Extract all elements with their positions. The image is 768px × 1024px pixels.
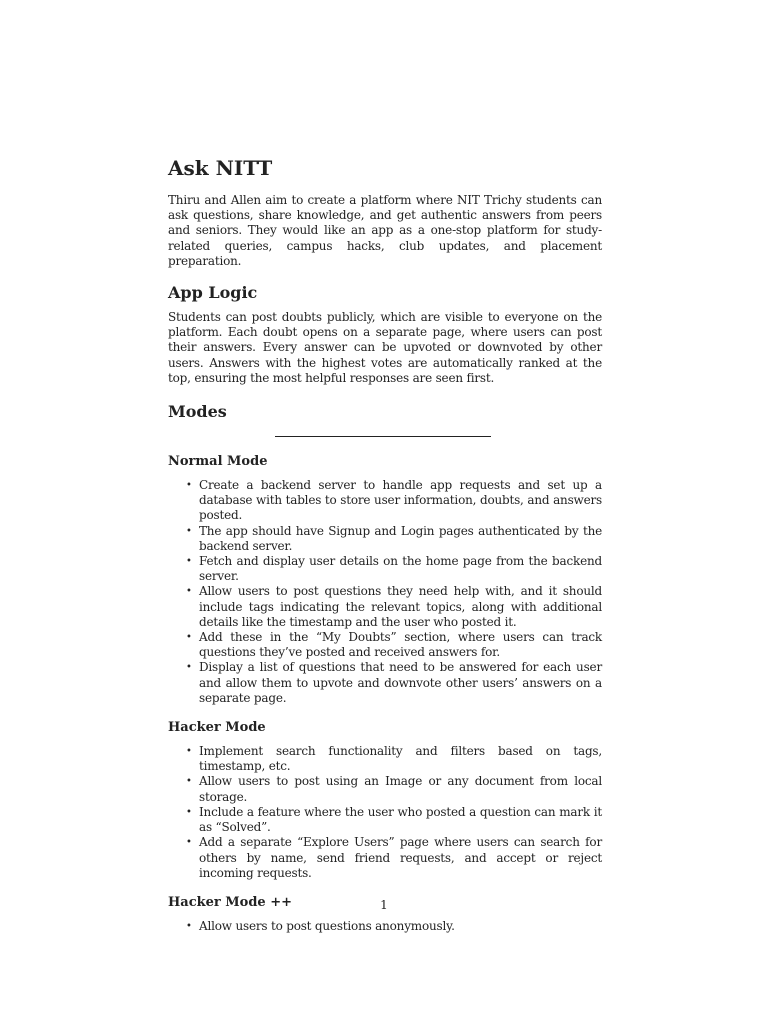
list-item [186, 774, 602, 804]
list-item [186, 835, 602, 881]
bullet-icon: • [186, 806, 192, 818]
intro-paragraph: Thiru and Allen aim to create a platform where NIT Trichy students can ask questions, share knowledge, and get authentic answers from peers and seniors. They would like an app as a one-stop platform for study-related queries, campus hacks, club updates, and placement preparation. [168, 193, 602, 268]
list-item [186, 804, 602, 835]
page-number: 1 [380, 898, 388, 912]
list-item [186, 918, 602, 934]
list-item [186, 478, 602, 524]
hacker-mode-list [168, 744, 602, 881]
list-item-text: Fetch and display user details on the home page from the backend server. [199, 554, 602, 584]
list-item [186, 660, 602, 706]
list-item-text: Include a feature where the user who posted a question can mark it as “Solved”. [199, 804, 602, 835]
list-item [186, 630, 602, 660]
bullet-icon: • [186, 480, 192, 492]
app-logic-heading: App Logic [168, 283, 258, 303]
list-item-text: Allow users to post questions they need help with, and it should include tags indicating the relevant topics, along with additional details like the timestamp and the user who posted it. [199, 584, 602, 629]
hacker-mode-plus-heading: Hacker Mode ++ [168, 894, 293, 910]
bullet-icon: • [186, 586, 192, 598]
bullet-icon: • [186, 776, 192, 788]
list-item-text: Display a list of questions that need to be answered for each user and allow them to upvote and downvote other users’ answers on a separate page. [199, 660, 602, 705]
list-item-text: Implement search functionality and filters based on tags, timestamp, etc. [199, 744, 602, 774]
normal-mode-list [168, 478, 602, 706]
normal-mode-heading: Normal Mode [168, 454, 268, 470]
app-logic-paragraph: Students can post doubts publicly, which are visible to everyone on the platform. Each doubt opens on a separate page, where users can post their answers. Every answer can be upvoted or downvoted by other users. Answers with the highest votes are automatically ranked at the top, ensuring the most helpful responses are seen first. [168, 310, 602, 385]
document-body [168, 155, 602, 934]
list-item-text: Add these in the “My Doubts” section, where users can track questions they’ve posted and received answers for. [199, 630, 602, 660]
horizontal-rule [275, 436, 491, 437]
bullet-icon: • [186, 525, 192, 537]
document-title: Ask NITT [168, 156, 273, 180]
list-item-text: Allow users to post using an Image or any document from local storage. [199, 774, 602, 804]
hacker-mode-heading: Hacker Mode [168, 720, 266, 736]
list-item [186, 523, 602, 554]
bullet-icon: • [186, 556, 192, 568]
bullet-icon: • [186, 837, 192, 849]
list-item-text: Add a separate “Explore Users” page where users can search for others by name, send friend requests, and accept or reject incoming requests. [199, 835, 602, 880]
bullet-icon: • [186, 920, 192, 932]
bullet-icon: • [186, 662, 192, 674]
list-item [186, 584, 602, 630]
bullet-icon: • [186, 632, 192, 644]
list-item-text: Create a backend server to handle app requests and set up a database with tables to store user information, doubts, and answers posted. [199, 478, 602, 523]
modes-heading: Modes [168, 402, 227, 422]
section-divider [168, 430, 602, 444]
list-item [186, 554, 602, 584]
bullet-icon: • [186, 746, 192, 758]
list-item-text: The app should have Signup and Login pages authenticated by the backend server. [199, 523, 602, 553]
list-item [186, 744, 602, 774]
list-item-text: Allow users to post questions anonymously. [199, 918, 455, 933]
hacker-mode-plus-list [168, 919, 602, 934]
